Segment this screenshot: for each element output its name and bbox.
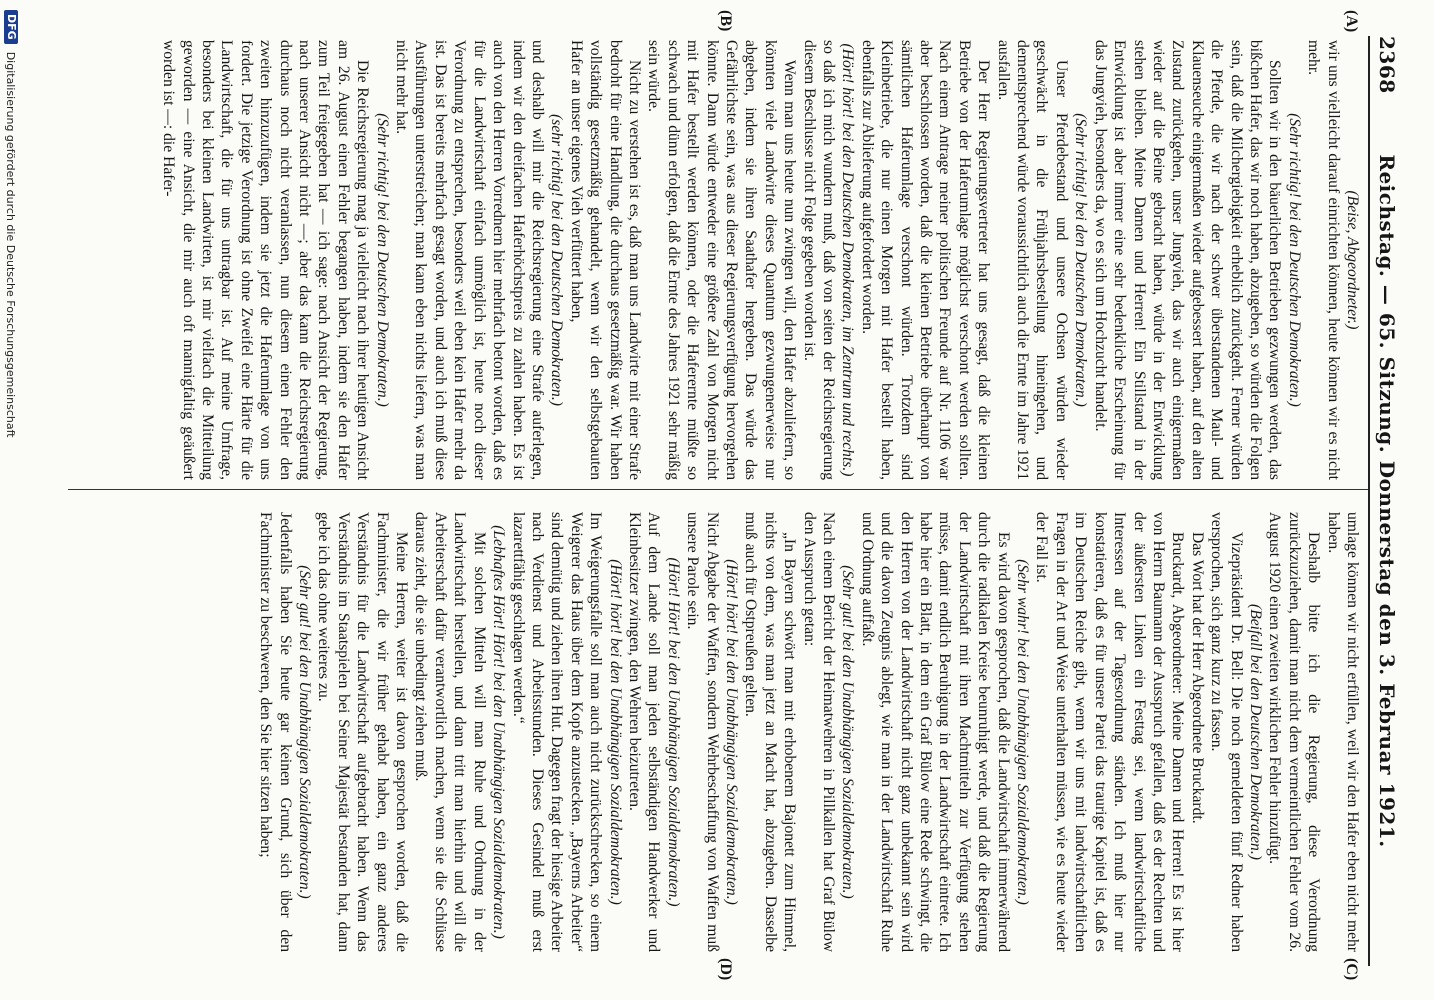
margin-marker-d: (D): [717, 958, 734, 981]
margin-marker-a: (A): [1343, 10, 1360, 33]
paragraph: Jedenfalls haben Sie heute gar keinen Grund, sich über den Fachminister zu beschweren, den Sie hier sitzen haben;: [257, 512, 294, 952]
paragraph: Bruckardt, Abgeordneter: Meine Damen und Herren! Es ist hier von Herrn Baumann der Ausspruch gefallen, daß es der Rechten und der äußersten Linken ein Festtag sei, wenn landwirtschaftliche Interessen auf der Tagesordnung ständen. Ich muß hier nur konstatieren, daß es für unsere Partei das traurige Kapitel ist, daß es im Deutschen Reiche gibt, wenn wir uns mit landwirtschaftlichen Fragen in der Art und Weise unterhalten müssen, wie es heute wieder der Fall ist.: [1033, 512, 1187, 952]
page-number: 2368: [1375, 36, 1399, 94]
paragraph: Sollten wir in den bäuerlichen Betrieben gezwungen werden, das bißchen Hafer, das wir noch haben, abzugeben, so würden die Folgen sein, daß die Milchergiebigkeit erheblich zurückgeht. Ferner würden die Pferde, die wir nach der schwer überstandenen Maul- und Klauenseuche einigermaßen wieder aufgebessert haben, auf den alten Zustand zurückgehen, unser Jungvieh, das wir auch einigermaßen wieder auf die Beine gebracht haben, würde in der Entwicklung stehen bleiben. Meine Damen und Herren! Ein Stillstand in der Entwicklung ist aber immer eine sehr bedenkliche Erscheinung für das Jungvieh, besonders da, wo es sich um Hochzucht handelt.: [1091, 40, 1284, 480]
paragraph: Das Wort hat der Herr Abgeordnete Bruckardt.: [1188, 532, 1206, 824]
right-text-column: [72, 512, 1362, 952]
interjection: (Sehr richtig! bei den Deutschen Demokraten.): [1072, 113, 1090, 407]
interjection: (Hört! hört! bei den Unabhängigen Sozialdemokraten.): [723, 559, 740, 905]
paragraph: Wenn man uns heute nun zwingen will, den Hafer abzuliefern, so könnten viele Landwirte dieses Quantum gezwungenerweise nur abgeben, indem sie ihren Saathafer hergeben. Das würde das Gefährlichste sein, was aus dieser Regierungsverfügung hervorgehen könnte. Dann würde entweder eine größere Zahl von Morgen nicht mit Hafer bestellt werden können, oder die Haferernte müßte so schwach und dünn erfolgen, daß die Ernte des Jahres 1921 sehr mäßig sein würde.: [645, 40, 799, 480]
dfg-logo: DFG: [4, 10, 18, 44]
paragraph: „In Bayern schwört man mit erhobenem Bajonett zum Himmel, nichts von dem, was man jetzt an Macht hat, abzugeben. Dasselbe muß auch für Ostpreußen gelten.: [742, 512, 799, 952]
interjection: (Hört! hört! bei den Unabhängigen Sozialdemokraten.): [606, 559, 624, 905]
paragraph: Meine Herren, weiter ist davon gesprochen worden, daß die Fachminister, die wir früher gehabt haben, ein ganz anderes Verständnis für die Landwirtschaft aufgebracht haben. Wenn das Verständnis im Staatspielen bei Seiner Majestät bestanden hat, dann gebe ich das ohne weiteres zu.: [315, 512, 411, 952]
paragraph: Vizepräsident Dr. Bell: Die noch gemeldeten fünf Redner haben versprochen, sich ganz kurz zu fassen.: [1208, 512, 1245, 952]
paragraph: Unser Pferdebestand und unsere Ochsen würden wieder geschwächt in die Frühjahrsbestellung hineingehen, und dementsprechend würde voraussichtlich auch die Ernte im Jahre 1921 ausfallen.: [994, 40, 1070, 480]
paragraph: Nicht Abgabe der Waffen, sondern Wehrbeschaffung von Waffen muß unsere Parole sein.: [684, 512, 721, 952]
header-title: Reichstag. — 65. Sitzung. Donnerstag den 3. Februar 1921.: [1375, 154, 1399, 848]
paragraph: Mit solchen Mitteln will man Ruhe und Ordnung in der Landwirtschaft herstellen, und dann tritt man hierhin und will die Arbeiterschaft dafür verantwortlich machen, wenn sie die Schlüsse daraus zieht, die sie unbedingt ziehen muß.: [412, 512, 488, 952]
page-footer: [0, 0, 22, 1000]
interjection: (Beifall bei den Deutschen Demokraten.): [1246, 604, 1264, 860]
margin-marker-b: (B): [717, 10, 734, 32]
paragraph: wir uns vielleicht darauf einrichten können, heute können wir es nicht mehr.: [1305, 40, 1342, 480]
paragraph: Nach einem Bericht der Heimatwehren in Pillkallen hat Graf Bülow den Ausspruch getan:: [800, 512, 838, 952]
paragraph: Es wird davon gesprochen, daß die Landwirtschaft immerwährend durch die radikalen Kreise beunruhigt werde, und daß die Regierung der Landwirtschaft mit ihren Machtmitteln zur Verfügung stehen müsse, damit endlich Beruhigung in der Landwirtschaft eintrete. Ich habe hier ein Blatt, in dem ein Graf Bülow eine Rede schwingt, die den Herren von der Landwirtschaft nicht ganz unbekannt sein wird und die davon Zeugnis ablegt, wie man in der Landwirtschaft Ruhe und Ordnung auffaßt.: [858, 512, 1012, 952]
paragraph: Deshalb bitte ich die Regierung, diese Verordnung zurückzuziehen, damit man nicht dem vermeintlichen Fehler vom 26. August 1920 einen zweiten wirklichen Fehler hinzufügt.: [1266, 512, 1323, 952]
paragraph: umlage können wir nicht erfüllen, weil wir den Hafer eben nicht mehr haben.: [1324, 512, 1361, 952]
paragraph: Auf dem Lande soll man jeden selbständigen Handwerker und Kleinbesitzer zwingen, den Wehren beizutreten.: [625, 512, 663, 952]
left-text-column: [72, 40, 1362, 480]
interjection: (Sehr wahr! bei den Unabhängigen Sozialdemokraten.): [1014, 559, 1032, 905]
paragraph: Im Weigerungsfalle soll man auch nicht zurückschrecken, so einem Weigerer das Haus über dem Kopfe anzustecken. „Bayerns Arbeiter“ sind demütig und ziehen ihren Hut. Dagegen fragt der hiesige Arbeiter nach Verdienst und Arbeitsstunden. Dieses Gesindel muß erst lazarettfähig geschlagen werden.“: [509, 512, 605, 952]
interjection: (sehr richtig! bei den Deutschen Demokraten.): [548, 114, 566, 406]
column-divider: [68, 489, 1368, 490]
paragraph: Die Reichsregierung mag ja vielleicht nach ihrer heutigen Ansicht am 26. August einen Fehler begangen haben, indem sie den Hafer zum Teil freigegeben hat — ich sage: nach Ansicht der Regierung, nach unserer Ansicht nicht —; aber das kann die Reichsregierung durchaus noch nicht veranlassen, nun diesem einen Fehler den zweiten hinzuzufügen, indem sie jetzt die Haferumlage von uns fordert. Die jetzige Verordnung ist ohne Zweifel eine Härte für die Landwirtschaft, die für uns untragbar ist. Auf meine Umfrage, besonders bei kleinen Landwirten, ist mir vielfach die Mitteilung geworden — eine Ansicht, die mir auch oft mannigfaltig geäußert worden ist —: die Hafer-: [160, 40, 372, 480]
paragraph: Der Herr Regierungsvertreter hat uns gesagt, daß die kleinen Betriebe von der Haferumlage möglichst verschont werden sollten. Nach einem Antrage meiner politischen Freunde auf Nr. 1106 war aber beschlossen worden, daß die kleinen Betriebe überhaupt von sämtlichen Haferumlage verschont würden. Trotzdem sind Kleinbetriebe, die nur einen Morgen mit Hafer bestellt haben, ebenfalls zur Ablieferung aufgefordert worden.: [858, 40, 993, 480]
paragraph: und deshalb will mir die Reichsregierung eine Strafe auferlegen, indem wir den dreifachen Haferhöchstpreis zu zahlen haben. Es ist auch von den Herren Vorrednern hier mehrfach betont worden, daß es für die Landwirtschaft einfach unmöglich ist, heute noch dieser Verordnung zu entsprechen, besonders weil eben kein Hafer mehr da ist. Das ist bereits mehrfach gesagt worden, und auch ich muß diese Ausführungen unterstreichen; man kann eben nichts liefern, was man nicht mehr hat.: [393, 40, 546, 480]
interjection: (Sehr gut! bei den Unabhängigen Sozialdemokraten.): [839, 565, 857, 899]
interjection: (Hört! Hört! bei den Unabhängigen Sozialdemokraten.): [664, 557, 682, 907]
interjection: (Lebhaftes Hört! Hört! bei den Unabhängigen Sozialdemokraten.): [490, 525, 508, 939]
paragraph: Nicht zu verstehen ist es, daß man uns Landwirte mit einer Strafe bedroht für eine Handlung, die durchaus gesetzmäßig war. Wir haben vollständig gesetzmäßig gehandelt, wenn wir den selbstgebauten Hafer an unser eigenes Vieh verfüttert haben,: [567, 40, 643, 480]
paragraph: so daß ich mich wundern muß, daß von seiten der Reichsregierung diesem Beschlusse nicht Folge gegeben worden ist.: [800, 40, 838, 480]
interjection: (Sehr gut! bei den Unabhängigen Sozialdemokraten.): [296, 565, 314, 899]
interjection: (Sehr richtig! bei den Deutschen Demokraten.): [373, 113, 391, 407]
footer-text: Digitalisierung gefördert durch die Deutsche Forschungsgemeinschaft: [4, 51, 18, 438]
margin-marker-c: (C): [1343, 958, 1360, 981]
page-header: [1368, 36, 1404, 966]
interjection: (Beise, Abgeordneter.): [1344, 190, 1361, 330]
interjection: (Sehr richtig! bei den Deutschen Demokraten.): [1285, 113, 1303, 407]
interjection: (Hört! hört! bei den Deutschen Demokraten, im Zentrum und rechts.): [839, 43, 857, 477]
